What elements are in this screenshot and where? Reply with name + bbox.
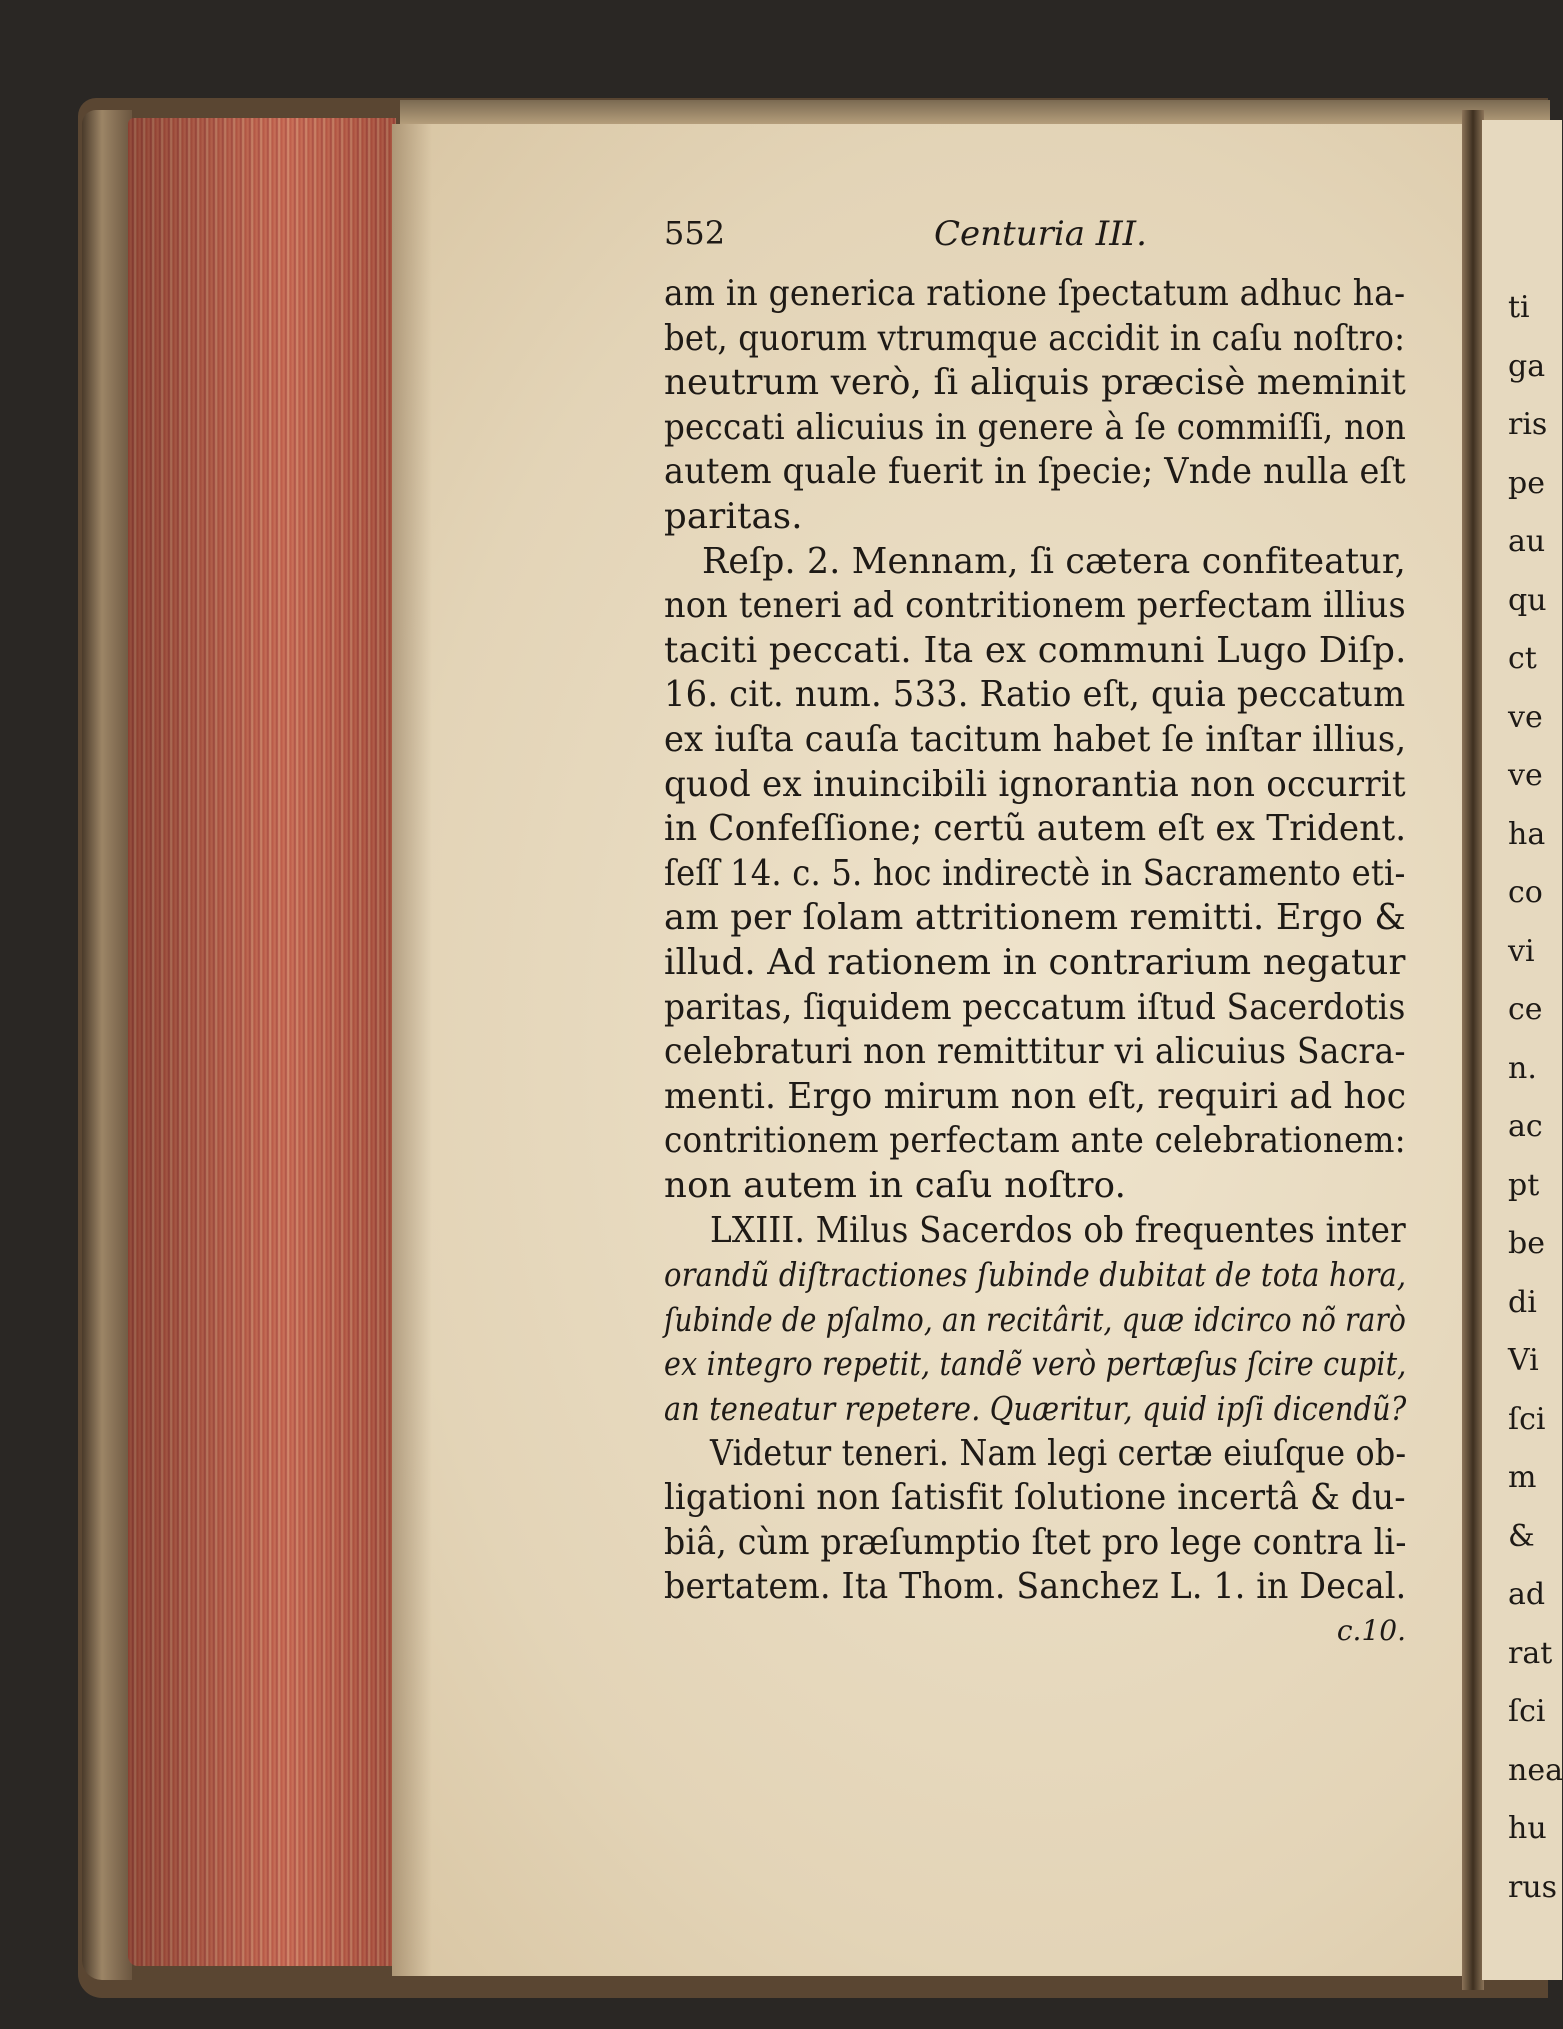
text-line: celebraturi non remittitur vi alicuius Sacra- (664, 1031, 1406, 1073)
text-line: Reſp. 2. Mennam, ſi cætera confiteatur, (702, 540, 1407, 582)
text-line: illud. Ad rationem in contrarium negatur (664, 942, 1406, 983)
facing-page-fragment: ad (1508, 1577, 1546, 1612)
text-line: quod ex inuincibili ignorantia non occurrit (664, 763, 1406, 805)
text-line: orandũ diſtractiones ſubinde dubitat de tota hora, (664, 1255, 1407, 1295)
facing-page-fragment: vi (1508, 933, 1535, 969)
facing-page-fragment: hu (1508, 1811, 1547, 1846)
page-edge-shading (128, 118, 396, 1966)
facing-page-fragment: ct (1508, 641, 1537, 676)
text-line: ex iuſta cauſa tacitum habet ſe inſtar illius, (664, 719, 1407, 760)
text-line: peccati alicuius in genere à ſe commiſſi, non (664, 406, 1407, 448)
facing-page-fragment: nea (1508, 1752, 1563, 1788)
text-line: 16. cit. num. 533. Ratio eſt, quia peccatum (664, 674, 1406, 716)
text-line: an teneatur repetere. Quæritur, quid ipſi dicendũ? (664, 1389, 1407, 1428)
page-number: 552 (664, 214, 726, 252)
facing-page-fragment: pt (1508, 1167, 1540, 1203)
facing-page-fragment: ti (1508, 290, 1530, 325)
text-line: non teneri ad contritionem perfectam illius (664, 585, 1406, 627)
text-line: in Confeſſione; certũ autem eſt ex Trident. (664, 808, 1407, 850)
text-line: ex integro repetit, tandẽ verò pertæſus ſcire cupit, (664, 1344, 1407, 1384)
facing-page-fragment: qu (1508, 582, 1547, 618)
text-line: taciti peccati. Ita ex communi Lugo Diſp. (664, 629, 1407, 671)
facing-page-fragment: Vi (1508, 1343, 1539, 1378)
facing-page-fragment: ve (1508, 699, 1543, 735)
text-line: paritas. (664, 496, 803, 537)
facing-page-fragment: ga (1508, 348, 1546, 384)
text-line: am per ſolam attritionem remitti. Ergo & (664, 897, 1407, 939)
text-line: non autem in caſu noſtro. (664, 1165, 1127, 1206)
text-line: paritas, ſiquidem peccatum iſtud Sacerdotis (664, 986, 1406, 1028)
facing-page-fragment: au (1508, 524, 1546, 559)
text-line: menti. Ergo mirum non eſt, requiri ad hoc (664, 1075, 1407, 1117)
facing-page-fragment: ce (1508, 992, 1543, 1027)
text-line: Videtur teneri. Nam legi certæ eiuſque ob- (710, 1432, 1407, 1474)
facing-page-fragment: ris (1508, 407, 1548, 442)
facing-page-fragment: di (1508, 1284, 1537, 1320)
catchword: c.10. (1336, 1614, 1406, 1647)
text-line: am in generica ratione ſpectatum adhuc ha- (664, 273, 1406, 314)
text-line: ligationi non ſatisfit ſolutione incertâ & du- (664, 1477, 1406, 1519)
text-line: bet, quorum vtrumque accidit in caſu noſtro: (664, 317, 1406, 359)
facing-page-fragment: ac (1508, 1109, 1543, 1144)
text-line: biâ, cùm præſumptio ſtet pro lege contra li- (664, 1521, 1407, 1563)
facing-page-fragment: m (1508, 1460, 1537, 1495)
text-line: contritionem perfectam ante celebrationem: (664, 1120, 1406, 1162)
top-edge (400, 100, 1550, 126)
facing-page-fragment: ha (1508, 816, 1546, 852)
facing-page-fragment: n. (1508, 1050, 1537, 1086)
facing-page-fragment: pe (1508, 465, 1545, 501)
facing-page-fragment: rus (1508, 1869, 1558, 1905)
running-head: Centuria III. (934, 214, 1147, 254)
book-gutter (1462, 110, 1484, 1990)
text-line: autem quale fuerit in ſpecie; Vnde nulla eſt (664, 451, 1406, 493)
facing-page-fragment: be (1508, 1226, 1545, 1261)
facing-page-fragment: rat (1508, 1635, 1553, 1671)
text-line: ſubinde de pſalmo, an recitârit, quæ idcirco nõ rarò (664, 1299, 1406, 1339)
text-line: ſeſſ 14. c. 5. hoc indirectè in Sacramento eti- (664, 852, 1406, 894)
book-cover-edge (82, 110, 132, 1980)
text-line: neutrum verò, ſi aliquis præcisè meminit (664, 362, 1406, 404)
page-shadow (392, 124, 432, 1976)
facing-page-fragment: ſci (1508, 1401, 1546, 1437)
facing-page-fragment: ſci (1508, 1694, 1546, 1729)
facing-page-fragment: & (1508, 1518, 1535, 1554)
text-line: bertatem. Ita Thom. Sanchez L. 1. in Decal. (664, 1566, 1407, 1608)
text-line: LXIII. Milus Sacerdos ob frequentes inter (710, 1209, 1406, 1251)
facing-page-fragment: co (1508, 875, 1543, 910)
facing-page-fragment: ve (1508, 758, 1543, 793)
page-header (664, 212, 1406, 262)
